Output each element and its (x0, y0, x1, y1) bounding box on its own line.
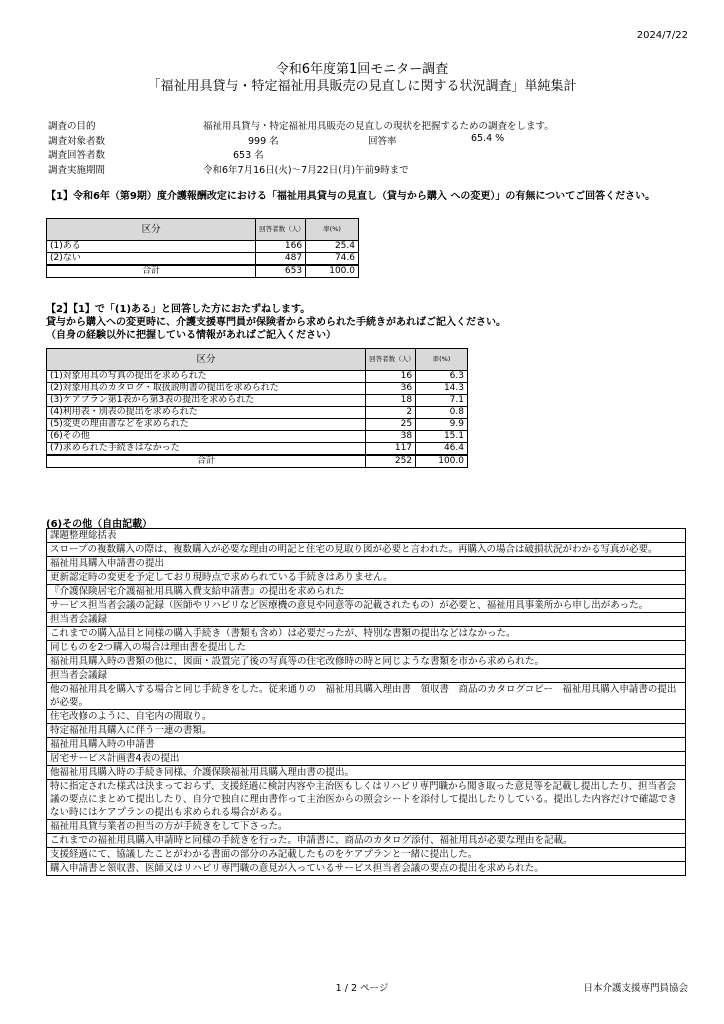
free-text-item: 他の福祉用具を購入する場合と同じ手続きをした。従来通りの 福祉用具購入理由書 領収書 商品のカタログコピー 福祉用具購入申請書の提出が必要。 (47, 683, 686, 710)
free-text-item: 特定福祉用具購入に伴う一連の書類。 (47, 724, 686, 738)
q1-table (46, 218, 359, 278)
q2-total-label: 合計 (47, 455, 366, 468)
q2-row-count: 25 (366, 419, 416, 431)
free-text-table (46, 528, 686, 876)
info-purpose-row (48, 118, 668, 133)
q1-total-label: 合計 (47, 265, 256, 278)
q2-total-row (47, 455, 468, 468)
q2-row-count: 16 (366, 371, 416, 383)
q2-row-count: 2 (366, 407, 416, 419)
free-text-item: 他福祉用具購入時の手続き同様、介護保険福祉用具購入理由書の提出。 (47, 766, 686, 780)
q2-row-rate: 9.9 (416, 419, 468, 431)
period-label: 調査実施期間 (48, 164, 106, 176)
list-item (47, 862, 686, 876)
list-item (47, 599, 686, 613)
q2-row-rate: 0.8 (416, 407, 468, 419)
free-text-item: スロープの複数購入の際は、複数購入が必要な理由の明記と住宅の見取り図が必要と言われた。再購入の場合は破損状況がわかる写真が必要。 (47, 543, 686, 557)
q2-row-count: 36 (366, 383, 416, 395)
table-row (47, 383, 468, 395)
q2-row-rate: 15.1 (416, 431, 468, 443)
list-item (47, 571, 686, 585)
free-text-item: 特に指定された様式は決まっておらず、支援経過に検討内容や主治医もしくはリハビリ専門職から聞き取った意見等を記載し提出したり、担当者会議の要点にまとめて提出したり、自分で独自に理由書作って主治医からの照会シートを添付して提出したりしている。提出した内容だけで確認できない時にはケアプランの提出も求められる場合がある。 (47, 780, 686, 820)
table-row (47, 431, 468, 443)
list-item (47, 557, 686, 571)
q1-row-rate: 25.4 (306, 241, 359, 253)
list-item (47, 834, 686, 848)
q1-header-count: 回答者数（人） (256, 219, 306, 241)
free-text-item: 担当者会議録 (47, 613, 686, 627)
q2-row-label: (1)対象用具の写真の提出を求められた (47, 371, 366, 383)
free-text-title: (6)その他（自由記載） (46, 519, 153, 530)
free-text-item: 住宅改修のように、自宅内の間取り。 (47, 710, 686, 724)
free-text-item: 居宅サービス計画書4表の提出 (47, 752, 686, 766)
info-period-row (48, 162, 668, 177)
free-text-item: 更新認定時の変更を予定しており現時点で求められている手続きはありません。 (47, 571, 686, 585)
table-row (47, 253, 359, 266)
free-text-item: 課題整理総括表 (47, 529, 686, 543)
q2-header-count: 回答者数（人） (366, 349, 416, 371)
q2-row-rate: 7.1 (416, 395, 468, 407)
q2-total-rate: 100.0 (416, 455, 468, 468)
list-item (47, 766, 686, 780)
table-row (47, 407, 468, 419)
q1-total-row (47, 265, 359, 278)
free-text-item: サービス担当者会議の記録（医師やリハビリなど医療機の意見や同意等の記載されたもの）が必要と、福祉用具事業所から申し出があった。 (47, 599, 686, 613)
list-item (47, 683, 686, 710)
list-item (47, 820, 686, 834)
free-text-item: 同じものを2つ購入の場合は理由書を提出した (47, 641, 686, 655)
q2-table (46, 348, 468, 468)
q2-row-count: 38 (366, 431, 416, 443)
list-item (47, 655, 686, 669)
list-item (47, 627, 686, 641)
q1-row-count: 487 (256, 253, 306, 266)
respondents-value: 653 名 (233, 150, 264, 161)
list-item (47, 543, 686, 557)
q2-row-count: 117 (366, 443, 416, 456)
q2-row-label: (4)利用表・別表の提出を求められた (47, 407, 366, 419)
info-respondents-row (48, 147, 668, 162)
target-value: 999 名 (248, 135, 279, 147)
q1-question: 【1】令和6年（第9期）度介護報酬改定における「福祉用具貸与の見直し（貸与から購入 への変更）」の有無についてご回答ください。 (46, 191, 656, 202)
q2-header-rate: 率(%) (416, 349, 468, 371)
q2-row-count: 18 (366, 395, 416, 407)
list-item (47, 641, 686, 655)
q2-row-rate: 6.3 (416, 371, 468, 383)
q2-total-count: 252 (366, 455, 416, 468)
q2-row-label: (7)求められた手続きはなかった (47, 443, 366, 456)
free-text-item: 『介護保険居宅介護福祉用具購入費支給申請書』の提出を求められた (47, 585, 686, 599)
table-row (47, 395, 468, 407)
q2-row-label: (6)その他 (47, 431, 366, 443)
purpose-value: 福祉用具貸与・特定福祉用具販売の見直しの現状を把握するための調査をします。 (203, 121, 554, 132)
q1-row-label: (1)ある (47, 241, 256, 253)
table-row (47, 443, 468, 456)
q1-total-count: 653 (256, 265, 306, 278)
q1-header-rate: 率(%) (306, 219, 359, 241)
rate-label: 回答率 (368, 135, 397, 147)
q2-row-label: (5)変更の理由書などを求められた (47, 419, 366, 431)
free-text-item: これまでの福祉用具購入申請時と同様の手続きを行った。申請書に、商品のカタログ添付、福祉用具が必要な理由を記載。 (47, 834, 686, 848)
purpose-label: 調査の目的 (48, 121, 96, 132)
q1-row-rate: 74.6 (306, 253, 359, 266)
q2-question-line2: 貸与から購入への変更時に、介護支援専門員が保険者から求められた手続きがあればご記入ください。 (46, 317, 506, 328)
target-label: 調査対象者数 (48, 135, 106, 147)
free-text-item: 福祉用具購入時の書類の他に、図面・設置完了後の写真等の住宅改修時の時と同じような書類を市から求められた。 (47, 655, 686, 669)
table-row (47, 241, 359, 253)
q2-question-line1: 【2】【1】で「(1)ある」と回答した方におたずねします。 (46, 304, 311, 315)
q2-row-label: (3)ケアプラン第1表から第3表の提出を求められた (47, 395, 366, 407)
q2-question-line3: （自身の経験以外に把握している情報があればご記入ください） (46, 330, 336, 341)
report-title-line2: 「福祉用具貸与・特定福祉用具販売の見直しに関する状況調査」単純集計 (147, 79, 577, 94)
list-item (47, 669, 686, 683)
q1-header-category: 区分 (47, 219, 256, 241)
table-row (47, 419, 468, 431)
list-item (47, 752, 686, 766)
info-target-row (48, 133, 668, 148)
page-number: 1 / 2 ページ (335, 983, 389, 994)
free-text-item: 担当者会議録 (47, 669, 686, 683)
free-text-item: 福祉用具購入申請書の提出 (47, 557, 686, 571)
free-text-item: 支援経過にて、協議したことがわかる書面の部分のみ記載したものをケアプランと一緒に提出した。 (47, 848, 686, 862)
q1-row-label: (2)ない (47, 253, 256, 266)
rate-value: 65.4 % (471, 132, 505, 144)
report-date: 2024/7/22 (636, 30, 688, 41)
list-item (47, 585, 686, 599)
free-text-item: これまでの購入品目と同様の購入手続き（書類も含め）は必要だったが、特別な書類の提出などはなかった。 (47, 627, 686, 641)
free-text-item: 福祉用具貸与業者の担当の方が手続きをして下さった。 (47, 820, 686, 834)
organization-name: 日本介護支援専門員協会 (583, 983, 688, 994)
table-row (47, 371, 468, 383)
survey-info (48, 118, 668, 176)
respondents-label: 調査回答者数 (48, 150, 106, 161)
q2-row-rate: 14.3 (416, 383, 468, 395)
list-item (47, 738, 686, 752)
list-item (47, 529, 686, 543)
period-value: 令和6年7月16日(火)～7月22日(月)午前9時まで (203, 164, 409, 176)
list-item (47, 710, 686, 724)
free-text-item: 購入申請書と領収書、医師又はリハビリ専門職の意見が入っているサービス担当者会議の要点の提出を求められた。 (47, 862, 686, 876)
q2-header-category: 区分 (47, 349, 366, 371)
list-item (47, 780, 686, 820)
q2-row-rate: 46.4 (416, 443, 468, 456)
list-item (47, 848, 686, 862)
q1-row-count: 166 (256, 241, 306, 253)
q2-row-label: (2)対象用具のカタログ・取扱説明書の提出を求められた (47, 383, 366, 395)
report-title-line1: 令和6年度第1回モニター調査 (275, 62, 449, 77)
list-item (47, 613, 686, 627)
free-text-item: 福祉用具購入時の申請書 (47, 738, 686, 752)
list-item (47, 724, 686, 738)
q1-total-rate: 100.0 (306, 265, 359, 278)
